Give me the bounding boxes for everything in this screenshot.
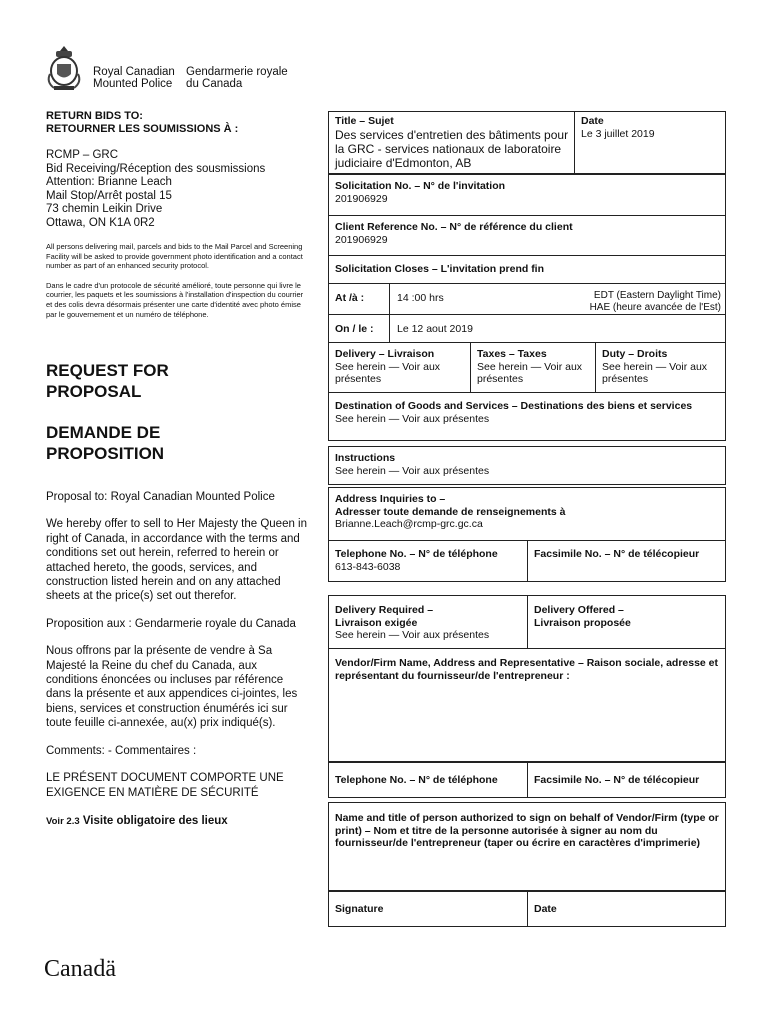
solicitation-value: 201906929 xyxy=(335,192,388,205)
client-reference-cell: Client Reference No. – N° de référence du client 201906929 xyxy=(335,221,573,246)
delivery-offered-cell: Delivery Offered – Livraison proposée xyxy=(534,604,631,629)
return-bids-title-en: RETURN BIDS TO: xyxy=(46,110,143,122)
signature-label: Signature xyxy=(335,903,384,915)
fax-label: Facsimile No. – N° de télécopieur xyxy=(534,548,700,560)
rcmp-crest-icon xyxy=(44,44,84,92)
delivery-cell: Delivery – Livraison See herein — Voir aux présentes xyxy=(335,348,441,385)
date-cell: Date Le 3 juillet 2019 xyxy=(575,112,725,143)
title-date-block xyxy=(328,111,726,174)
inquiries-email: Brianne.Leach@rcmp-grc.gc.ca xyxy=(335,518,483,530)
org-name-en-line1: Royal Canadian xyxy=(93,66,175,78)
delivery-required-cell: Delivery Required – Livraison exigée See herein — Voir aux présentes xyxy=(335,604,490,641)
destination-cell: Destination of Goods and Services – Destinations des biens et services See herein — Voir aux présentes xyxy=(335,400,693,425)
taxes-cell: Taxes – Taxes See herein — Voir aux présentes xyxy=(477,348,583,385)
proposal-to-en: Proposal to: Royal Canadian Mounted Police xyxy=(46,491,275,503)
organization-name xyxy=(93,66,296,90)
client-reference-value: 201906929 xyxy=(335,233,388,246)
org-name-fr-line1: Gendarmerie royale xyxy=(186,66,288,78)
timezone: EDT (Eastern Daylight Time) HAE (heure avancée de l'Est) xyxy=(589,290,721,313)
security-notice-fr: Dans le cadre d'un protocole de sécurité amélioré, toute personne qui livre le courrier, les paquets et les soumissions à l'installation d'inspection du courrier et des colis devra désormais présenter une carte d'identité avec photo émise par le gouvernement et un numéro de téléphone. xyxy=(46,280,304,319)
voir-site-visit: Voir 2.3 Visite obligatoire des lieux xyxy=(46,814,228,827)
at-label: At /à : xyxy=(335,292,365,304)
solicitation-closes-label: Solicitation Closes – L'invitation prend fin xyxy=(335,263,545,275)
return-address: RCMP – GRC Bid Receiving/Réception des sousmissions Attention: Brianne Leach Mail Stop/Arrêt postal 15 73 chemin Leikin Drive Ottawa, ON K1A 0R2 xyxy=(46,149,266,229)
solicitation-block xyxy=(328,174,726,441)
canada-wordmark: Canadä xyxy=(44,956,116,982)
phone-cell: Telephone No. – N° de téléphone 613-843-6038 xyxy=(335,548,498,573)
vendor-contact-block xyxy=(328,762,726,798)
inquiries-cell: Address Inquiries to – Adresser toute demande de renseignements à Brianne.Leach@rcmp-grc.gc.ca xyxy=(335,493,566,530)
security-requirement: LE PRÉSENT DOCUMENT COMPORTE UNE EXIGENCE EN MATIÈRE DE SÉCURITÉ xyxy=(46,772,284,799)
org-name-fr-line2: du Canada xyxy=(186,78,243,90)
solicitation-cell: Solicitation No. – N° de l'invitation 201906929 xyxy=(335,180,506,205)
vendor-block xyxy=(328,595,726,762)
vendor-phone-label: Telephone No. – N° de téléphone xyxy=(335,774,498,786)
proposal-to-fr: Proposition aux : Gendarmerie royale du Canada xyxy=(46,617,296,630)
return-bids-title-fr: RETOURNER LES SOUMISSIONS À : xyxy=(46,123,239,135)
duty-cell: Duty – Droits See herein — Voir aux présentes xyxy=(602,348,708,385)
security-notice-en: All persons delivering mail, parcels and bids to the Mail Parcel and Screening Facility will be asked to provide government photo identification and a contact number as part of an enhanced security protocol. xyxy=(46,242,303,271)
inquiries-block xyxy=(328,487,726,582)
heading-demande-de-proposition: DEMANDE DE PROPOSITION xyxy=(46,423,165,463)
signature-date-label: Date xyxy=(534,903,557,915)
comments-label: Comments: - Commentaires : xyxy=(46,744,197,757)
return-bids-section xyxy=(46,110,308,319)
heading-request-for-proposal: REQUEST FOR PROPOSAL xyxy=(46,361,169,401)
vendor-label: Vendor/Firm Name, Address and Representative – Raison sociale, adresse et représentant du fournisseur/de l'entrepreneur : xyxy=(335,657,719,682)
offer-en: We hereby offer to sell to Her Majesty the Queen in right of Canada, in accordance with the terms and conditions set out herein, referred to herein or attached hereto, the goods, services, and construction listed herein and on any attached sheets at the price(s) set out therefor. xyxy=(46,518,308,603)
proposal-section xyxy=(46,490,308,829)
signature-block xyxy=(328,891,726,927)
org-name-en-line2: Mounted Police xyxy=(93,78,173,90)
closing-date: Le 12 aout 2019 xyxy=(397,323,473,335)
vendor-fax-label: Facsimile No. – N° de télécopieur xyxy=(534,774,700,786)
date-value: Le 3 juillet 2019 xyxy=(581,127,655,140)
title-value: Des services d'entretien des bâtiments pour la GRC - services nationaux de laboratoire judiciaire d'Edmonton, AB xyxy=(335,127,569,170)
instructions-block: Instructions See herein — Voir aux présentes xyxy=(328,446,726,485)
authorized-person-block: Name and title of person authorized to sign on behalf of Vendor/Firm (type or print) – Nom et titre de la personne autorisée à signer au nom du fournisseur/de l'entrepreneur (taper ou écrire en caractères d'imprimerie) xyxy=(328,802,726,891)
phone-value: 613-843-6038 xyxy=(335,560,401,573)
title-cell: Title – Sujet Des services d'entretien des bâtiments pour la GRC - services nationaux de laboratoire judiciaire d'Edmonton, AB xyxy=(335,115,569,170)
on-label: On / le : xyxy=(335,323,374,335)
closing-time: 14 :00 hrs xyxy=(397,292,444,304)
offer-fr: Nous offrons par la présente de vendre à Sa Majesté la Reine du chef du Canada, aux conditions énoncées ou incluses par référence dans la présente et aux appendices ci-jointes, les biens, services et construction énumérés ici sur toute feuille ci-annexée, au(x) prix indiqué(s). xyxy=(46,645,298,730)
